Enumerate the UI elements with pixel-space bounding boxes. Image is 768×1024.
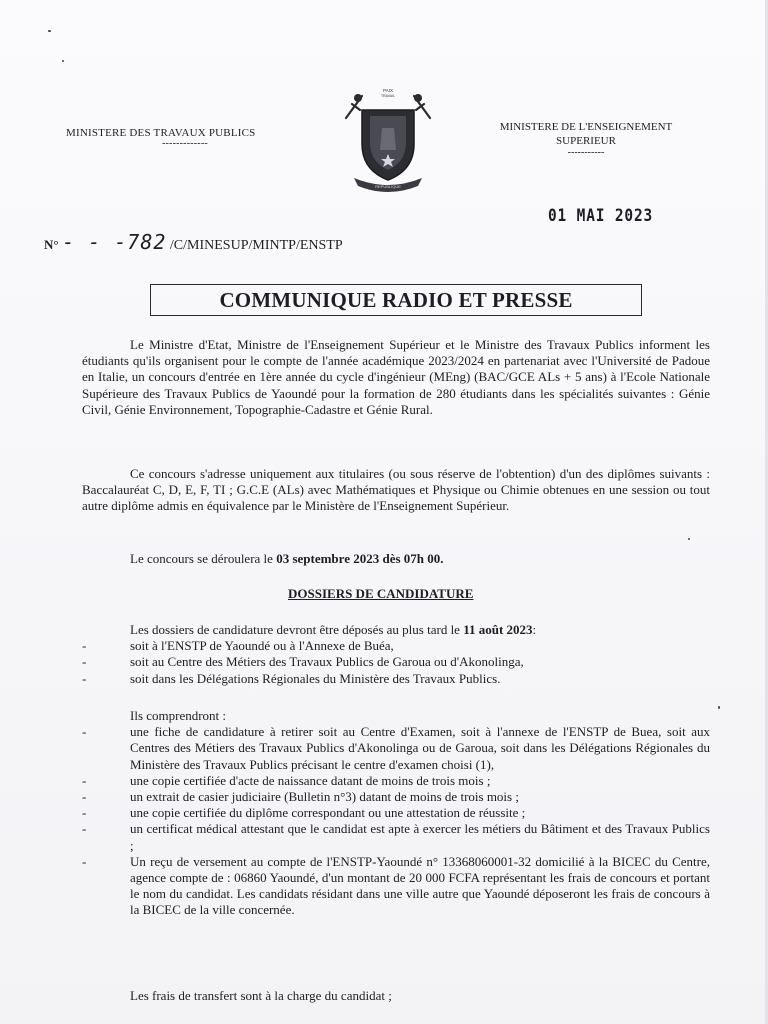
list-item: - une copie certifiée du diplôme correspondant ou une attestation de réussite ;: [82, 805, 710, 821]
deposit-intro-prefix: Les dossiers de candidature devront être déposés au plus tard le: [130, 622, 464, 637]
contents-list: [82, 724, 710, 918]
deposit-list: [82, 638, 710, 687]
list-item: - une copie certifiée d'acte de naissance datant de moins de trois mois ;: [82, 773, 710, 789]
contents-block: [82, 708, 710, 919]
scan-speck: [48, 30, 51, 32]
list-item: - Un reçu de versement au compte de l'ENSTP-Yaoundé n° 13368060001-32 domicilié à la BICEC du Centre, agence compte de : 06860 Yaoundé, d'un montant de 20 000 FCFA représentant les frais de concours et portant le nom du candidat. Les candidats résidant dans une ville autre que Yaoundé déposeront les frais de concours à la BICEC de la ville concernée.: [82, 854, 710, 919]
left-ministry-dash: -------------: [162, 138, 208, 149]
paragraph-eligibility: Ce concours s'adresse uniquement aux titulaires (ou sous réserve de l'obtention) d'un des diplômes suivants : Baccalauréat C, D, E, F, TI ; G.C.E (ALs) avec Mathématiques et Physique ou Chimie obtenues en une session ou tout autre diplôme admis en équivalence par le Ministère de l'Enseignement Supérieur.: [82, 466, 710, 514]
section-title: DOSSIERS DE CANDIDATURE: [288, 586, 474, 601]
exam-date-prefix: Le concours se déroulera le: [130, 551, 277, 566]
contents-intro: Ils comprendront :: [130, 708, 227, 723]
page-title: COMMUNIQUE RADIO ET PRESSE: [219, 287, 573, 312]
left-ministry-name: MINISTERE DES TRAVAUX PUBLICS: [66, 127, 256, 139]
deposit-deadline: 11 août 2023: [463, 622, 533, 637]
right-ministry-header: [474, 120, 698, 156]
list-item: - un certificat médical attestant que le candidat est apte à exercer les métiers du Bâtiment et des Travaux Publics ;: [82, 821, 710, 853]
reference-number: - - -782: [62, 230, 167, 254]
list-item: - soit dans les Délégations Régionales du Ministère des Travaux Publics.: [82, 671, 710, 687]
deposit-block: [82, 622, 710, 687]
reference-prefix: N°: [44, 237, 59, 252]
scan-speck: [62, 60, 64, 62]
list-item: - une fiche de candidature à retirer soit au Centre d'Examen, soit à l'annexe de l'ENSTP de Buea, soit aux Centres des Métiers des Travaux Publics d'Akonolinga ou de Garoua, soit dans les Délégations Régionales du Ministère des Travaux Publics précisant le centre d'examen choisi (1),: [82, 724, 710, 773]
paragraph-intro: Le Ministre d'Etat, Ministre de l'Enseignement Supérieur et le Ministre des Travaux Publics informent les étudiants qu'ils organisent pour le compte de l'année académique 2023/2024 en partenariat avec l'Université de Padoue en Italie, un concours d'entrée en 1ère année du cycle d'ingénieur (MEng) (BAC/GCE ALs + 5 ans) à l'Ecole Nationale Supérieure des Travaux Publics de Yaoundé pour la formation de 280 étudiants dans les spécialités suivantes : Génie Civil, Génie Environnement, Topographie-Cadastre et Génie Rural.: [82, 337, 710, 417]
list-item: - un extrait de casier judiciaire (Bulletin n°3) datant de moins de trois mois ;: [82, 789, 710, 805]
transfer-note: Les frais de transfert sont à la charge du candidat ;: [130, 988, 392, 1003]
reference-suffix: /C/MINESUP/MINTP/ENSTP: [169, 238, 343, 253]
right-ministry-dash: -----------: [567, 147, 605, 158]
right-ministry-name: MINISTERE DE L'ENSEIGNEMENT SUPERIEUR: [499, 121, 673, 147]
paragraph-exam-date: [130, 551, 530, 567]
svg-text:PAIX: PAIX: [383, 88, 393, 93]
document-date: 01 MAI 2023: [548, 206, 654, 226]
deposit-intro: [82, 622, 710, 638]
title-box: [150, 284, 642, 316]
deposit-intro-suffix: :: [532, 622, 537, 637]
left-ministry-header: [66, 127, 292, 147]
reference-line: [44, 230, 343, 254]
svg-text:TRAVAIL: TRAVAIL: [380, 94, 396, 98]
cameroon-coat-of-arms-icon: [332, 84, 444, 196]
scan-speck: [718, 706, 720, 709]
list-item: - soit à l'ENSTP de Yaoundé ou à l'Annexe de Buéa,: [82, 638, 710, 654]
exam-date-value: 03 septembre 2023 dès 07h 00.: [276, 551, 444, 566]
scan-speck: [688, 538, 690, 540]
svg-text:REPUBLIQUE: REPUBLIQUE: [375, 184, 401, 189]
list-item: - soit au Centre des Métiers des Travaux Publics de Garoua ou d'Akonolinga,: [82, 654, 710, 670]
